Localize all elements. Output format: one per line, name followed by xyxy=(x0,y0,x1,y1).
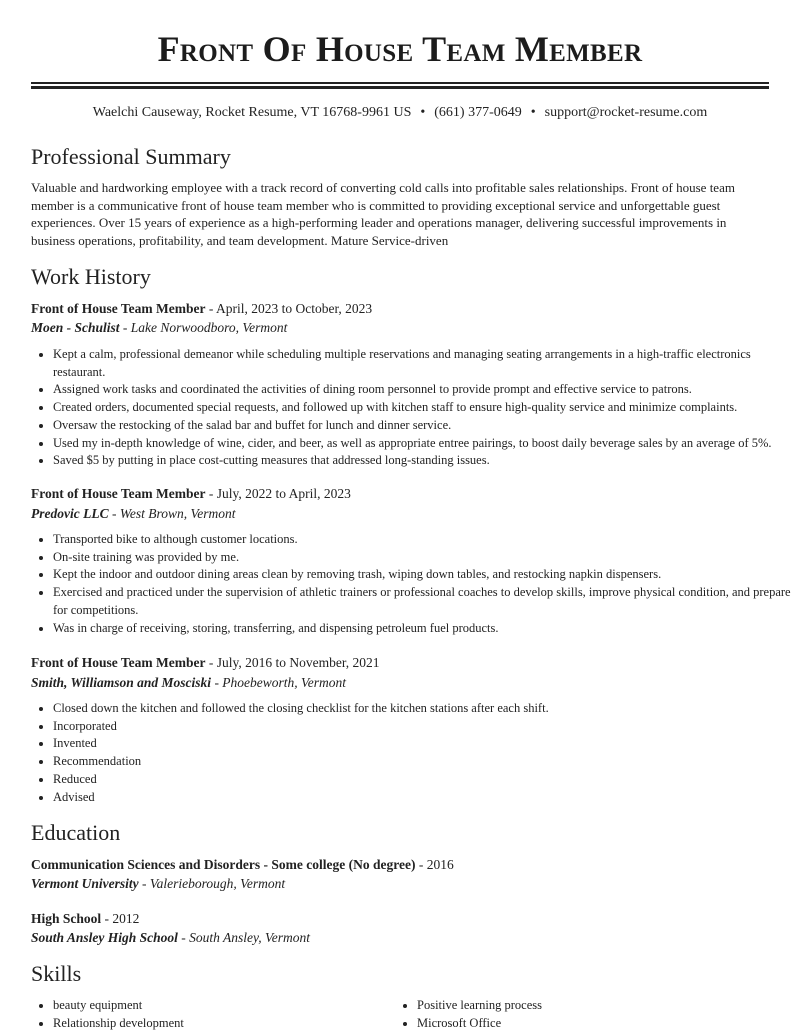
list-item: • Transported bike to although customer locations. xyxy=(53,531,793,549)
list-item: • Invented xyxy=(53,735,793,753)
list-item: • Reduced xyxy=(53,771,793,789)
list-item: • Oversaw the restocking of the salad bar and buffet for lunch and dinner service. xyxy=(53,417,793,435)
skills-list-left xyxy=(31,997,393,1032)
list-item: • Created orders, documented special requests, and followed up with kitchen staff to ensure high-quality service and minimize complaints. xyxy=(53,399,793,417)
job-bullets xyxy=(31,346,793,470)
contact-line xyxy=(0,104,800,122)
list-item: • Kept the indoor and outdoor dining areas clean by removing trash, wiping down tables, and restocking napkin dispensers. xyxy=(53,566,793,584)
job-location: - Lake Norwoodboro, Vermont xyxy=(119,320,288,335)
list-item: • Recommendation xyxy=(53,753,793,771)
job-bullets xyxy=(31,700,793,806)
job-bullets xyxy=(31,531,793,637)
education-school-line xyxy=(31,929,310,947)
education-degree: High School xyxy=(31,911,102,926)
skill-item: • Positive learning process xyxy=(417,997,757,1015)
job-company: Moen - Schulist xyxy=(31,320,120,335)
job-dates: - April, 2023 to October, 2023 xyxy=(205,301,373,316)
education-location: - Valerieborough, Vermont xyxy=(138,876,286,891)
list-item: • Incorporated xyxy=(53,718,793,736)
job-title: Front of House Team Member xyxy=(31,301,206,316)
contact-email[interactable]: support@rocket-resume.com xyxy=(544,105,708,120)
work-history-heading: Work History xyxy=(31,264,151,289)
skills-list-right xyxy=(395,997,757,1032)
skill-item: • beauty equipment xyxy=(53,997,393,1015)
job-dates: - July, 2016 to November, 2021 xyxy=(205,655,380,670)
contact-address: Waelchi Causeway, Rocket Resume, VT 16768-9961 US xyxy=(92,105,412,120)
summary-text: Valuable and hardworking employee with a track record of converting cold calls into profitable sales relationships. Front of house team member is a communicative front of house team member who is committed to providing exceptional service and unforgettable guest experiences. Over 15 years of experience as a high-performing leader and operations manager, delivering successful improvements in business operations, profitability, and team development. Mature Service-driven xyxy=(31,180,735,249)
job-title: Front of House Team Member xyxy=(31,486,206,501)
job-company-line xyxy=(31,319,287,337)
education-school: Vermont University xyxy=(31,876,139,891)
education-year: - 2012 xyxy=(101,911,140,926)
summary-heading: Professional Summary xyxy=(31,144,231,169)
list-item: • Assigned work tasks and coordinated the activities of dining room personnel to provide prompt and effective service to patrons. xyxy=(53,381,793,399)
job-title-line xyxy=(31,300,372,318)
skills-heading: Skills xyxy=(31,961,82,986)
education-location: - South Ansley, Vermont xyxy=(177,930,311,945)
education-degree-line xyxy=(31,856,454,874)
education-school-line xyxy=(31,875,285,893)
job-title-line xyxy=(31,485,351,503)
job-company: Smith, Williamson and Mosciski xyxy=(31,675,212,690)
contact-separator: • xyxy=(420,105,426,120)
job-title: Front of House Team Member xyxy=(31,655,206,670)
list-item: • On-site training was provided by me. xyxy=(53,549,793,567)
job-title-line xyxy=(31,654,380,672)
job-location: - Phoebeworth, Vermont xyxy=(211,675,347,690)
header-rule-top xyxy=(31,82,769,84)
header-rule-bottom xyxy=(31,86,769,89)
list-item: • Used my in-depth knowledge of wine, cider, and beer, as well as appropriate entree pairings, to boost daily beverage sales by an average of 5%. xyxy=(53,435,793,453)
education-year: - 2016 xyxy=(415,857,454,872)
list-item: • Kept a calm, professional demeanor while scheduling multiple reservations and managing seating arrangements in a high-traffic electronics restaurant. xyxy=(53,346,793,381)
candidate-name: Front Of House Team Member xyxy=(157,29,643,69)
education-heading: Education xyxy=(31,820,121,845)
contact-phone: (661) 377-0649 xyxy=(434,105,522,120)
list-item: • Closed down the kitchen and followed the closing checklist for the kitchen stations after each shift. xyxy=(53,700,793,718)
list-item: • Was in charge of receiving, storing, transferring, and dispensing petroleum fuel products. xyxy=(53,620,793,638)
job-company-line xyxy=(31,674,346,692)
job-company-line xyxy=(31,505,235,523)
job-location: - West Brown, Vermont xyxy=(108,506,236,521)
education-degree-line xyxy=(31,910,139,928)
education-school: South Ansley High School xyxy=(31,930,178,945)
skill-item: • Microsoft Office xyxy=(417,1015,757,1033)
contact-separator: • xyxy=(530,105,536,120)
list-item: • Saved $5 by putting in place cost-cutting measures that addressed long-standing issues. xyxy=(53,452,793,470)
list-item: • Advised xyxy=(53,789,793,807)
list-item: • Exercised and practiced under the supervision of athletic trainers or professional coaches to develop skills, improve physical condition, and prepare for competitions. xyxy=(53,584,793,619)
skill-item: • Relationship development xyxy=(53,1015,393,1033)
job-dates: - July, 2022 to April, 2023 xyxy=(205,486,351,501)
job-company: Predovic LLC xyxy=(31,506,109,521)
education-degree: Communication Sciences and Disorders - Some college (No degree) xyxy=(31,857,416,872)
